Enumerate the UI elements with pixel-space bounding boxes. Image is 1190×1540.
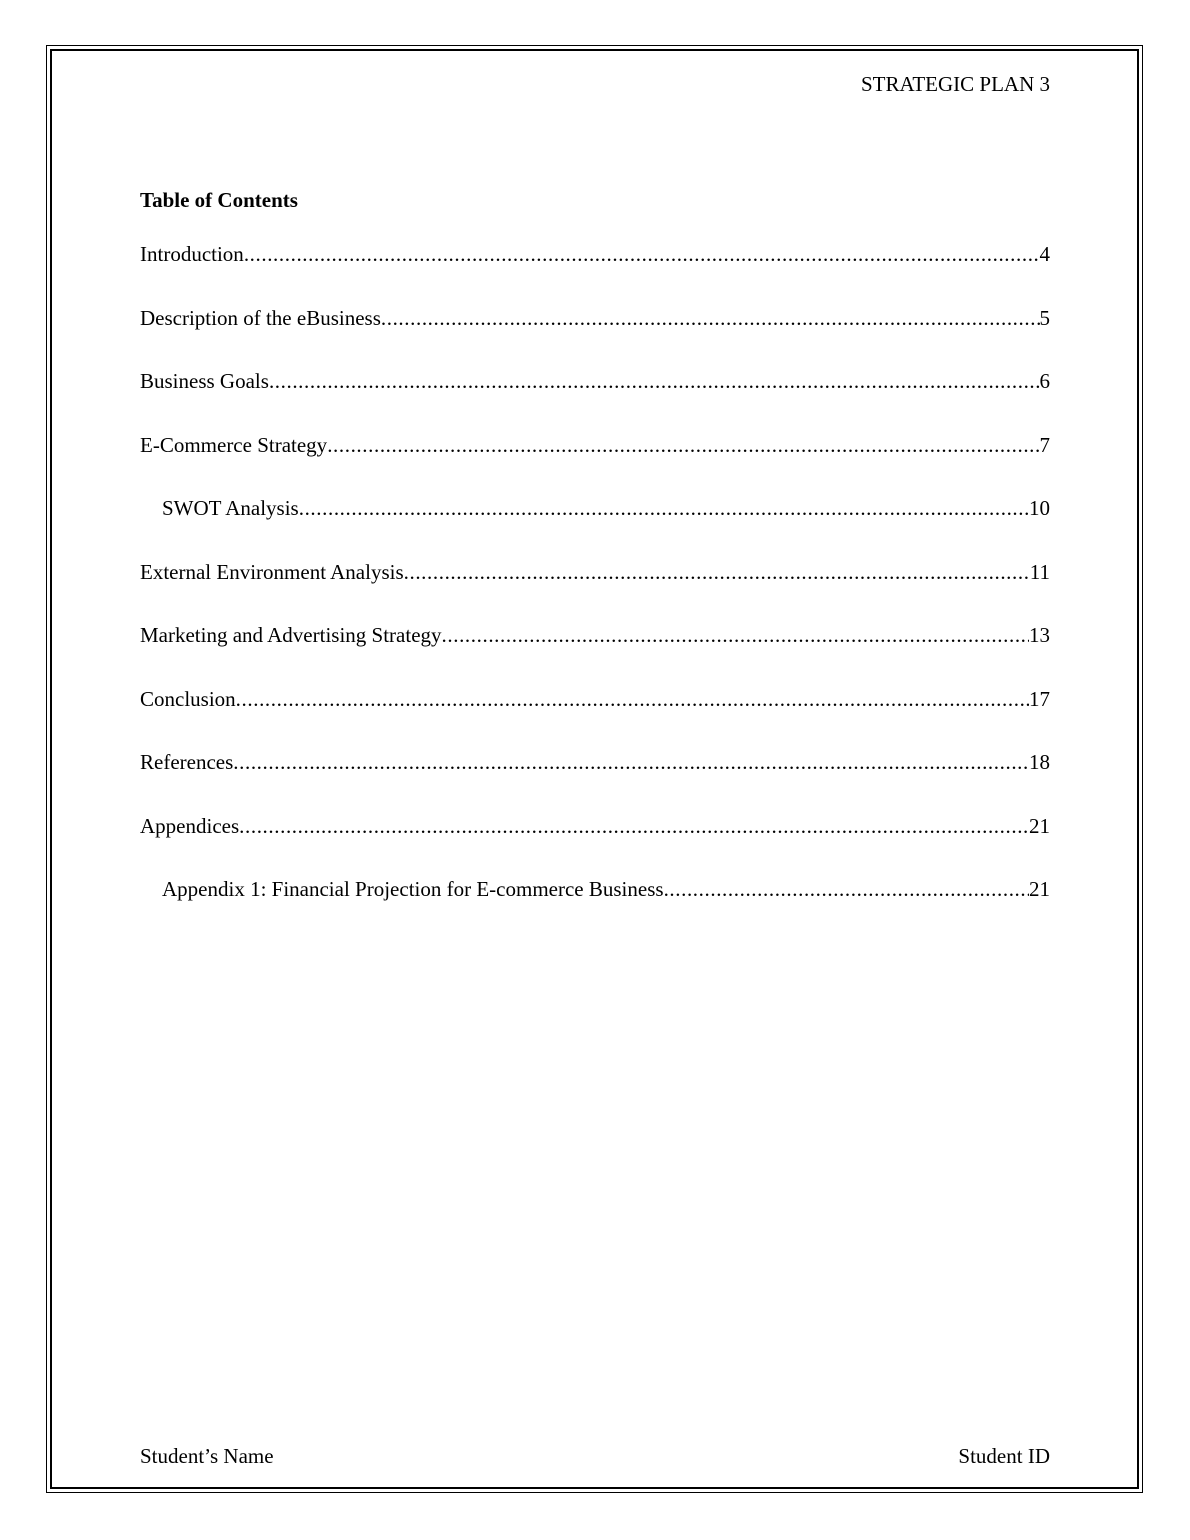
toc-entry-label: Description of the eBusiness bbox=[140, 305, 381, 330]
toc-entry-label: External Environment Analysis bbox=[140, 559, 404, 584]
toc-page-number: 21 bbox=[1029, 877, 1050, 901]
running-head: STRATEGIC PLAN 3 bbox=[860, 72, 1050, 96]
toc-dot-leader bbox=[233, 749, 1029, 775]
toc-entry-label: Conclusion bbox=[140, 686, 236, 711]
toc-entry-ecommerce-strategy[interactable] bbox=[140, 432, 1050, 496]
toc-page-number: 17 bbox=[1029, 686, 1050, 711]
toc-entry-description-of-ebusiness[interactable] bbox=[140, 305, 1050, 369]
toc-page-number: 11 bbox=[1029, 559, 1050, 584]
toc-page-number: 21 bbox=[1029, 813, 1050, 838]
toc-dot-leader bbox=[244, 241, 1040, 267]
toc-entry-references[interactable] bbox=[140, 749, 1050, 813]
toc-page-number: 6 bbox=[1039, 369, 1050, 393]
toc-entry-swot-analysis[interactable] bbox=[140, 495, 1050, 559]
footer-student-id: Student ID bbox=[958, 1444, 1050, 1468]
toc-entry-label: Appendix 1: Financial Projection for E-commerce Business bbox=[162, 877, 664, 901]
toc-entry-marketing-advertising-strategy[interactable] bbox=[140, 622, 1050, 686]
toc-page-number: 10 bbox=[1029, 496, 1050, 520]
toc-dot-leader bbox=[664, 876, 1029, 902]
toc-dot-leader bbox=[381, 305, 1040, 331]
toc-entry-label: Business Goals bbox=[140, 369, 269, 393]
toc-dot-leader bbox=[404, 559, 1030, 585]
toc-entry-business-goals[interactable] bbox=[140, 368, 1050, 432]
toc-entry-appendices[interactable] bbox=[140, 813, 1050, 877]
toc-entry-conclusion[interactable] bbox=[140, 686, 1050, 750]
toc-entry-appendix-1[interactable] bbox=[140, 876, 1050, 940]
toc-list bbox=[140, 241, 1050, 940]
toc-page-number: 13 bbox=[1029, 623, 1050, 647]
toc-page-number: 18 bbox=[1029, 750, 1050, 774]
toc-entry-label: SWOT Analysis bbox=[162, 496, 299, 520]
toc-dot-leader bbox=[327, 432, 1039, 458]
toc-dot-leader bbox=[239, 813, 1029, 839]
toc-dot-leader bbox=[299, 495, 1029, 521]
toc-entry-label: E-Commerce Strategy bbox=[140, 432, 328, 457]
toc-entry-label: Introduction bbox=[140, 242, 244, 266]
toc-page-number: 7 bbox=[1039, 432, 1050, 457]
toc-dot-leader bbox=[236, 686, 1029, 712]
footer-student-name: Student’s Name bbox=[140, 1444, 274, 1468]
toc-entry-external-environment-analysis[interactable] bbox=[140, 559, 1050, 623]
toc-entry-label: Marketing and Advertising Strategy bbox=[140, 623, 442, 647]
toc-entry-label: Appendices bbox=[140, 813, 240, 838]
toc-dot-leader bbox=[269, 368, 1040, 394]
toc-entry-label: References bbox=[140, 750, 234, 774]
toc-dot-leader bbox=[442, 622, 1029, 648]
toc-page-number: 5 bbox=[1039, 305, 1050, 330]
toc-page-number: 4 bbox=[1039, 242, 1050, 266]
toc-title: Table of Contents bbox=[140, 188, 298, 212]
toc-entry-introduction[interactable] bbox=[140, 241, 1050, 305]
